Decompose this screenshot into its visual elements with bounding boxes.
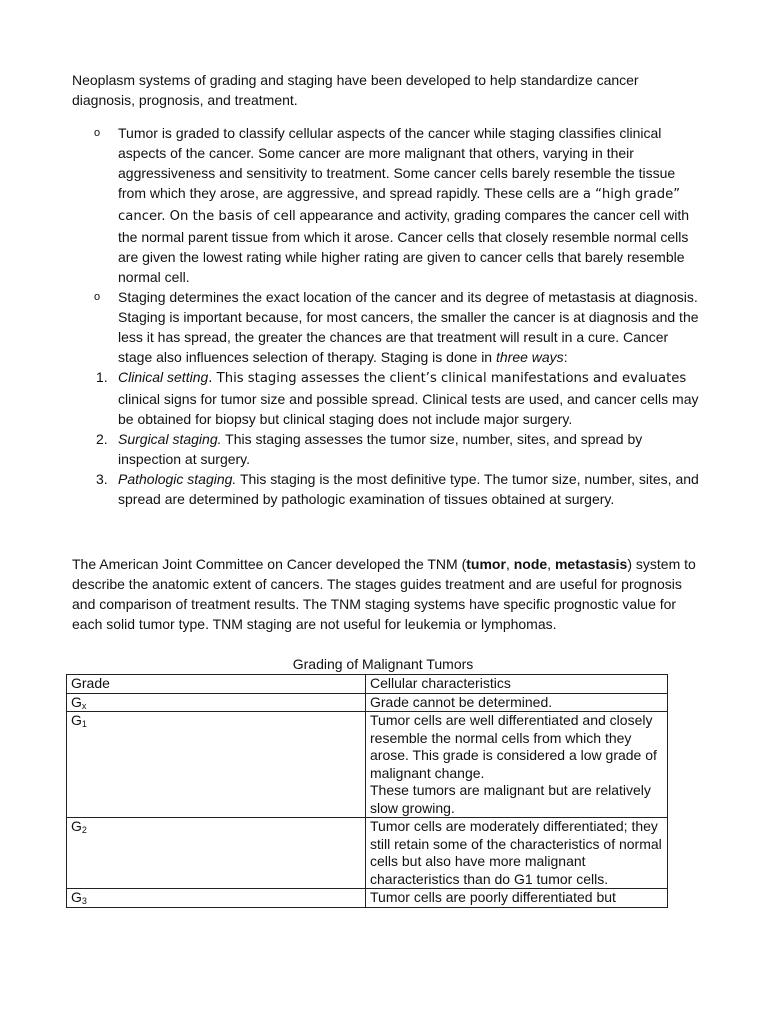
bullet-text-continued: l appearance and activity, grading compares the cancer cell with the normal parent tissue from which it arose. Cancer cells that closely resemble normal cells are given the lowest rating while higher rating are given to cancer cells that barely resemble normal cell. <box>118 207 690 285</box>
item-text-alt-font: . This staging assesses the client’s clinical manifestations and evaluates <box>208 371 687 386</box>
bullet-colon: : <box>563 349 568 365</box>
item-text: clinical signs for tumor size and possible spread. Clinical tests are used, and cancer cells may be obtained for biopsy but clinical staging does not include major surgery. <box>118 391 699 427</box>
item-text: This staging is the most definitive type. The tumor size, number, sites, and spread are determined by pathologic examination of tissues obtained at surgery. <box>118 471 699 507</box>
header-characteristics: Cellular characteristics <box>366 675 668 694</box>
grade-subscript: x <box>81 700 87 711</box>
characteristics-cell: Tumor cells are moderately differentiated; they still retain some of the characteristics of normal cells but also have more malignant characteristics than do G1 tumor cells. <box>366 818 668 889</box>
table-row <box>67 818 668 889</box>
list-number: 1. <box>96 369 108 385</box>
characteristics-cell: Grade cannot be determined. <box>366 693 668 712</box>
header-grade: Grade <box>67 675 366 694</box>
tnm-metastasis: metastasis <box>554 556 628 572</box>
bullet-item-staging <box>72 287 702 367</box>
tnm-node: node <box>513 556 548 572</box>
item-title: Clinical setting <box>118 369 209 385</box>
grade-cell <box>67 818 366 889</box>
grade-cell <box>67 693 366 712</box>
bullet-text-alt-font: a “high grade” cancer. On the basis of cel <box>118 187 681 224</box>
list-number: 3. <box>96 471 108 487</box>
numbered-item-pathologic <box>72 469 702 509</box>
item-text: This staging assesses the tumor size, number, sites, and spread by inspection at surgery. <box>118 431 643 467</box>
grade-cell <box>67 712 366 818</box>
tnm-text: The American Joint Committee on Cancer developed the TNM ( <box>72 556 467 572</box>
emphasis-three-ways: three ways <box>495 349 564 365</box>
tnm-text-continued: ) system to describe the anatomic extent of cancers. The stages guides treatment and are useful for prognosis and comparison of treatment results. The TNM staging systems have specific prognostic value for each solid tumor type. TNM staging are not useful for leukemia or lymphomas. <box>72 556 696 632</box>
grading-table <box>66 674 668 908</box>
numbered-item-surgical <box>72 429 702 469</box>
bullet-marker: o <box>94 127 101 139</box>
grade-subscript: 3 <box>81 896 87 906</box>
tnm-separator: , <box>547 556 555 572</box>
characteristics-cell: Tumor cells are well differentiated and closely resemble the normal cells from which they arose. This grade is considered a low grade of malignant change. These tumors are malignant but are relatively slow growing. <box>366 712 668 818</box>
tnm-paragraph <box>72 554 702 634</box>
tnm-tumor: tumor <box>466 556 506 572</box>
numbered-item-clinical <box>72 367 702 429</box>
item-title: Surgical staging. <box>118 431 222 447</box>
table-row <box>67 889 668 908</box>
grade-letter: G <box>71 889 82 905</box>
grade-subscript: 1 <box>81 719 87 729</box>
grade-letter: G <box>71 712 82 728</box>
intro-paragraph: Neoplasm systems of grading and staging have been developed to help standardize cancer diagnosis, prognosis, and treatment. <box>72 72 639 108</box>
tnm-separator: , <box>505 556 514 572</box>
table-caption: Grading of Malignant Tumors <box>292 656 474 672</box>
table-header-row <box>67 675 668 694</box>
item-title: Pathologic staging. <box>118 471 237 487</box>
bullet-item-grading <box>72 123 702 287</box>
grade-subscript: 2 <box>81 825 87 835</box>
characteristics-cell: Tumor cells are poorly differentiated but <box>366 889 668 908</box>
bullet-text: Tumor is graded to classify cellular aspects of the cancer while staging classifies clinical aspects of the cancer. Some cancer are more malignant that others, varying in their aggressiveness and sensitivity to treatment. Some cancer cells barely resemble the tissue from which they arose, are aggressive, and spread rapidly. These cells are <box>118 125 676 201</box>
grade-letter: G <box>71 818 82 834</box>
table-row <box>67 712 668 818</box>
grade-letter: G <box>71 693 82 710</box>
bullet-text: Staging determines the exact location of the cancer and its degree of metastasis at diagnosis. Staging is important because, for most cancers, the smaller the cancer is at diagnosis and the less it has spread, the greater the chances are that treatment will result in a cure. Cancer stage also influences selection of therapy. Staging is done in <box>118 289 699 365</box>
table-row <box>67 693 668 712</box>
staging-list <box>72 123 702 509</box>
grade-cell <box>67 889 366 908</box>
list-number: 2. <box>96 431 108 447</box>
bullet-marker: o <box>94 291 101 303</box>
